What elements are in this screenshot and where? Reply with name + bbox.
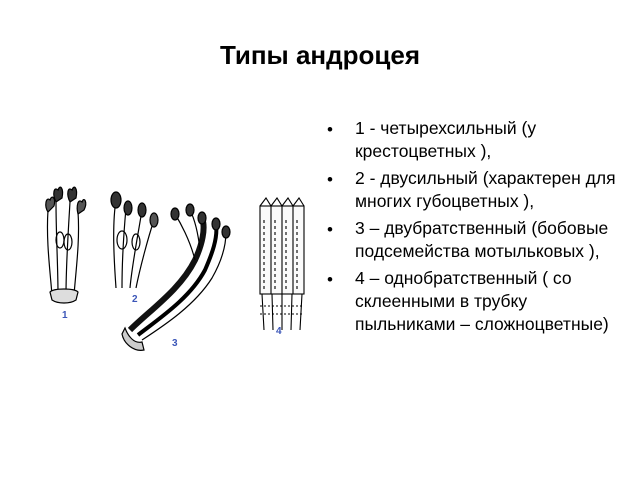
bullet-icon: • xyxy=(327,220,333,239)
bullet-icon: • xyxy=(327,120,333,139)
androecium-drawing-1 xyxy=(46,187,86,303)
figure-label-4: 4 xyxy=(276,326,282,337)
androecium-drawing-4 xyxy=(260,198,304,330)
androecium-types-list xyxy=(325,117,625,340)
list-item-text: 1 - четырехсильный (у крестоцветных ), xyxy=(355,118,537,161)
androecium-drawing-2 xyxy=(111,192,158,288)
bullet-icon: • xyxy=(327,170,333,189)
list-item xyxy=(325,117,625,163)
figure-label-1: 1 xyxy=(62,310,68,321)
figure-label-2: 2 xyxy=(132,294,138,305)
slide-title: Типы андроцея xyxy=(219,40,421,70)
figure-label-3: 3 xyxy=(172,338,178,349)
list-item-text: 2 - двусильный (характерен для многих губоцветных ), xyxy=(355,168,616,211)
list-item xyxy=(325,267,625,336)
list-item-text: 3 – двубратственный (бобовые подсемейства мотыльковых ), xyxy=(355,218,609,261)
list-item-text: 4 – однобратственный ( со склеенными в трубку пыльниками – сложноцветные) xyxy=(355,268,609,334)
bullet-icon: • xyxy=(327,270,333,289)
list-item xyxy=(325,217,625,263)
list-item xyxy=(325,167,625,213)
androecium-types-illustration xyxy=(30,180,320,355)
